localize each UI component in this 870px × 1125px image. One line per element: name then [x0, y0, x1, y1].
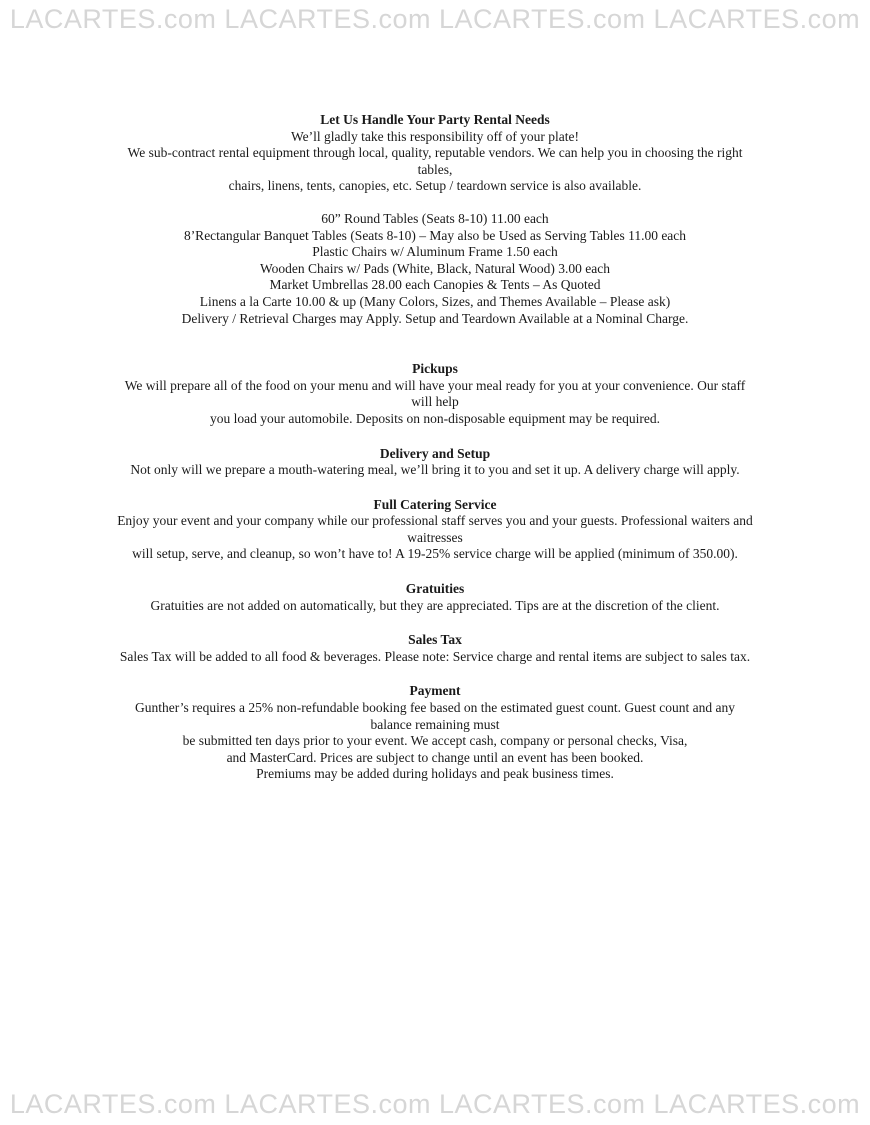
payment-section: [80, 683, 790, 783]
sales-tax-section: [80, 632, 790, 665]
rental-heading: Let Us Handle Your Party Rental Needs: [320, 112, 550, 127]
rental-item: Market Umbrellas 28.00 each Canopies & Tents – As Quoted: [269, 277, 601, 293]
watermark-top: LACARTES.com LACARTES.com LACARTES.com LACARTES.com: [9, 4, 861, 34]
catering-line: Enjoy your event and your company while our professional staff serves you and your guests. Professional waiters and: [117, 513, 753, 529]
gratuities-heading: Gratuities: [405, 581, 465, 597]
payment-line: Gunther’s requires a 25% non-refundable booking fee based on the estimated guest count. Guest count and any: [135, 700, 735, 716]
document-body: [80, 112, 790, 783]
rental-item: 60” Round Tables (Seats 8-10) 11.00 each: [321, 210, 549, 226]
pickups-line: will help: [411, 394, 459, 410]
delivery-line: Not only will we prepare a mouth-watering meal, we’ll bring it to you and set it up. A delivery charge will apply.: [130, 462, 740, 478]
rental-item: Linens a la Carte 10.00 & up (Many Colors, Sizes, and Themes Available – Please ask): [199, 293, 671, 309]
delivery-section: [80, 446, 790, 479]
rental-intro-line: We’ll gladly take this responsibility off of your plate!: [290, 128, 580, 144]
delivery-heading: Delivery and Setup: [379, 445, 491, 461]
sales-tax-heading: Sales Tax: [408, 632, 462, 648]
pickups-heading: Pickups: [412, 361, 458, 377]
catering-heading: Full Catering Service: [373, 496, 497, 512]
payment-line: balance remaining must: [370, 716, 500, 732]
rental-item: Wooden Chairs w/ Pads (White, Black, Natural Wood) 3.00 each: [260, 260, 610, 276]
pickups-line: We will prepare all of the food on your menu and will have your meal ready for you at your convenience. Our staff: [124, 377, 746, 393]
catering-line: waitresses: [407, 529, 463, 545]
rental-item: Plastic Chairs w/ Aluminum Frame 1.50 each: [312, 244, 558, 260]
rental-intro-line: chairs, linens, tents, canopies, etc. Setup / teardown service is also available.: [228, 178, 642, 194]
catering-line: will setup, serve, and cleanup, so won’t have to! A 19-25% service charge will be applied (minimum of 350.00).: [132, 546, 738, 562]
rental-section: [80, 112, 790, 327]
payment-line: be submitted ten days prior to your event. We accept cash, company or personal checks, Visa,: [182, 733, 688, 749]
rental-item: Delivery / Retrieval Charges may Apply. Setup and Teardown Available at a Nominal Charge.: [181, 310, 689, 326]
gratuities-line: Gratuities are not added on automatically, but they are appreciated. Tips are at the discretion of the client.: [150, 597, 720, 613]
pickups-line: you load your automobile. Deposits on non-disposable equipment may be required.: [210, 410, 660, 426]
catering-section: [80, 497, 790, 563]
pickups-section: [80, 361, 790, 427]
payment-line: and MasterCard. Prices are subject to change until an event has been booked.: [226, 749, 644, 765]
rental-intro-line: tables,: [417, 161, 453, 177]
sales-tax-line: Sales Tax will be added to all food & beverages. Please note: Service charge and rental items are subject to sales tax.: [119, 648, 751, 664]
watermark-bottom: LACARTES.com LACARTES.com LACARTES.com LACARTES.com: [9, 1089, 861, 1119]
payment-line: Premiums may be added during holidays and peak business times.: [256, 766, 614, 782]
payment-heading: Payment: [409, 683, 461, 699]
rental-item: 8’Rectangular Banquet Tables (Seats 8-10) – May also be Used as Serving Tables 11.00 each: [183, 227, 687, 243]
rental-intro-line: We sub-contract rental equipment through local, quality, reputable vendors. We can help you in choosing the right: [127, 145, 743, 161]
gratuities-section: [80, 581, 790, 614]
